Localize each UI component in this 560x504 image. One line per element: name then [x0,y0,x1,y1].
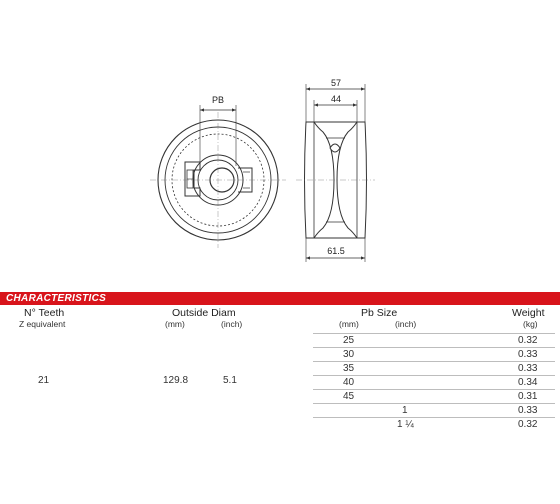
pb-mm-cell: 40 [343,377,355,388]
weight-cell: 0.33 [518,405,538,416]
bottom-width-label: 61.5 [327,246,345,256]
header-teeth-sub: Z equivalent [19,319,66,329]
header-teeth: N° Teeth [24,307,65,319]
characteristics-banner [0,292,560,305]
pb-mm-cell: 35 [343,363,355,374]
pb-dimension-label: PB [211,95,225,105]
weight-cell: 0.33 [518,349,538,360]
teeth-value: 21 [38,375,50,386]
od-mm-value: 129.8 [163,375,189,386]
header-pb-mm: (mm) [339,319,359,329]
front-view [150,105,286,248]
weight-cell: 0.34 [518,377,538,388]
pb-inch-cell: 1 [402,405,408,416]
table-row-rule [313,333,555,334]
weight-cell: 0.31 [518,391,538,402]
header-pb-inch: (inch) [395,319,417,329]
pb-mm-cell: 30 [343,349,355,360]
pb-mm-cell: 45 [343,391,355,402]
header-pb-size: Pb Size [361,307,398,319]
header-weight: Weight [512,307,545,319]
overall-width-label: 57 [330,78,342,88]
header-weight-unit: (kg) [523,319,538,329]
header-outside-diam: Outside Diam [172,307,236,319]
weight-cell: 0.32 [518,335,538,346]
od-inch-value: 5.1 [223,375,237,386]
weight-cell: 0.32 [518,419,538,430]
weight-cell: 0.33 [518,363,538,374]
header-od-mm: (mm) [165,319,185,329]
header-od-inch: (inch) [221,319,243,329]
pb-mm-cell: 25 [343,335,355,346]
side-view [296,84,375,262]
inner-width-label: 44 [330,94,342,104]
characteristics-title: CHARACTERISTICS [6,293,107,304]
pb-inch-cell: 1 ¼ [397,419,414,430]
